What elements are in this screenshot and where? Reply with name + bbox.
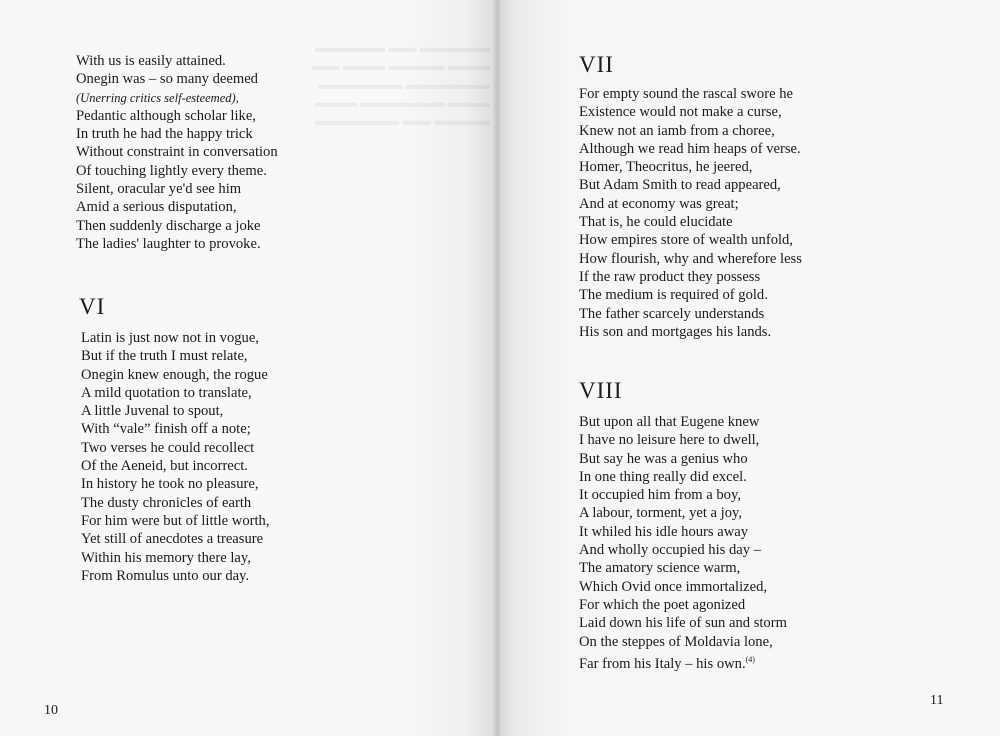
verse-line: For him were but of little worth, [81,512,270,529]
verse-text: Far from his Italy – his own. [579,655,746,672]
stanza-heading-vi: VI [79,294,106,319]
stanza-vii [579,85,802,341]
stanza-vi [81,329,269,585]
verse-line: (Unerring critics self-esteemed), [76,90,239,105]
stanza-heading-vii: VII [579,52,614,77]
verse-line: The dusty chronicles of earth [81,494,252,511]
verse-line: Latin is just now not in vogue, [81,330,259,346]
verse-line: How flourish, why and wherefore less [579,250,802,267]
verse-line: A mild quotation to translate, [81,384,252,401]
verse-line-last [579,651,787,673]
verse-line: His son and mortgages his lands. [579,323,772,340]
verse-line: Laid down his life of sun and storm [579,615,787,632]
verse-line: If the raw product they possess [579,268,761,285]
verse-line: Within his memory there lay, [81,549,251,566]
verse-line: And at economy was great; [579,195,739,212]
verse-line: With “vale” finish off a note; [81,421,251,438]
verse-line: Without constraint in conversation [76,144,278,161]
verse-line: On the steppes of Moldavia lone, [579,633,773,650]
right-page [497,0,1000,736]
verse-line: For empty sound the rascal swore he [579,86,793,102]
verse-line: A little Juvenal to spout, [81,403,224,420]
verse-line: Amid a serious disputation, [76,199,237,216]
verse-line: That is, he could elucidate [579,214,733,231]
verse-line: Silent, oracular ye'd see him [76,181,242,198]
verse-line: The father scarcely understands [579,305,765,322]
verse-line: For which the poet agonized [579,596,746,613]
verse-line: How empires store of wealth unfold, [579,232,793,249]
verse-line: The ladies' laughter to provoke. [76,235,261,252]
verse-line: In truth he had the happy trick [76,126,253,143]
book-gutter [492,0,502,736]
verse-line: Of the Aeneid, but incorrect. [81,458,248,475]
verse-line: In one thing really did excel. [579,468,747,485]
verse-line: Onegin was – so many deemed [76,71,258,88]
verse-line: But Adam Smith to read appeared, [579,177,781,194]
verse-line: I have no leisure here to dwell, [579,432,760,449]
stanza-continuation [76,52,278,253]
verse-line: It whiled his idle hours away [579,523,749,540]
verse-line: The amatory science warm, [579,560,741,577]
verse-line: The medium is required of gold. [579,287,768,304]
verse-line: Existence would not make a curse, [579,104,782,121]
page-number-right: 11 [930,693,944,708]
verse-line: Onegin knew enough, the rogue [81,366,268,383]
verse-line: From Romulus unto our day. [81,567,250,584]
footnote-marker[interactable]: (4) [745,654,755,664]
verse-line: But if the truth I must relate, [81,348,248,365]
verse-line: It occupied him from a boy, [579,487,741,504]
verse-line: And wholly occupied his day – [579,542,761,559]
left-page [0,0,497,736]
page-number-left: 10 [44,703,58,718]
verse-line: Homer, Theocritus, he jeered, [579,159,753,176]
verse-line: Pedantic although scholar like, [76,107,256,124]
stanza-heading-viii: VIII [579,378,623,403]
verse-line: A labour, torment, yet a joy, [579,505,743,522]
verse-line: But upon all that Eugene knew [579,414,760,430]
verse-line: In history he took no pleasure, [81,476,259,493]
verse-line: But say he was a genius who [579,450,748,467]
verse-line: Then suddenly discharge a joke [76,217,261,234]
show-through-text: ▬▬▬▬▬ ▬▬ ▬▬▬▬▬ ▬▬▬ ▬▬▬▬ ▬▬▬ ▬▬ ▬▬▬▬▬▬ ▬▬▬▬▬▬ ▬▬▬ ▬▬▬▬▬▬ ▬▬▬ ▬▬▬▬ ▬▬ ▬▬▬▬▬▬ [311,41,490,130]
verse-line: Which Ovid once immortalized, [579,578,768,595]
stanza-viii [579,413,787,673]
verse-line: Of touching lightly every theme. [76,162,267,179]
verse-line: With us is easily attained. [76,53,226,69]
verse-line: Although we read him heaps of verse. [579,140,801,157]
verse-line: Yet still of anecdotes a treasure [81,531,264,548]
verse-line: Two verses he could recollect [81,439,255,456]
verse-line: Knew not an iamb from a choree, [579,122,775,139]
